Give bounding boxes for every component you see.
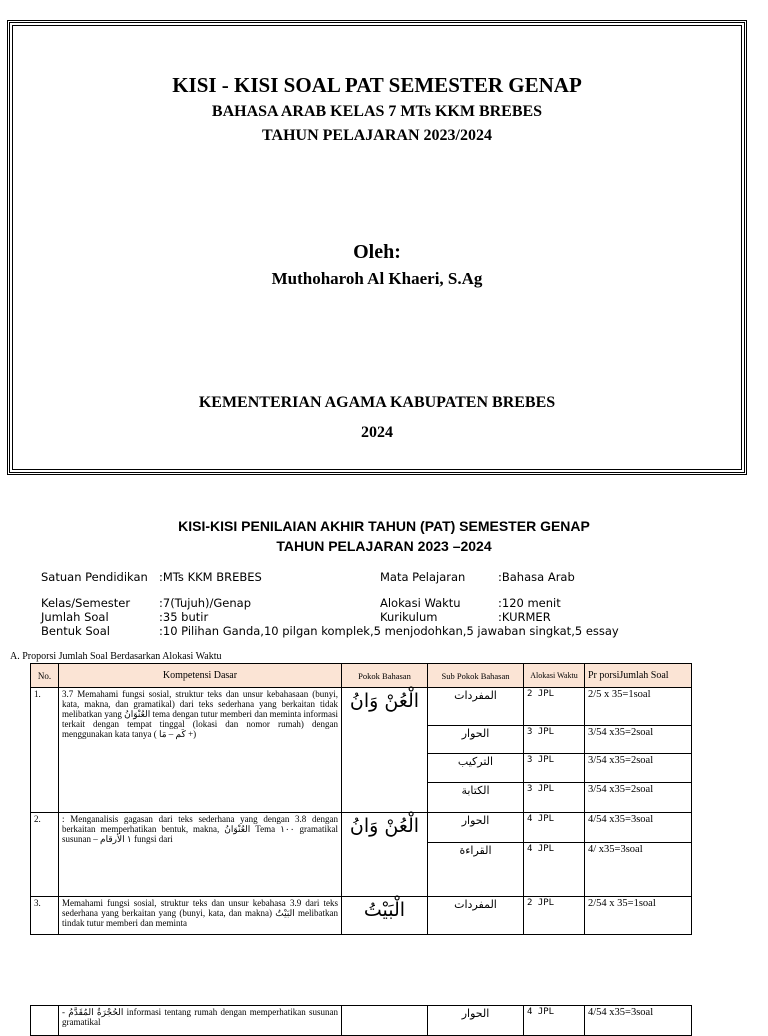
cover-institution: KEMENTERIAN AGAMA KABUPATEN BREBES: [198, 394, 556, 411]
row-waktu: 3 JPL: [524, 726, 585, 754]
row-proporsi: 4/54 x35=3soal: [585, 813, 692, 843]
row-sub: المفردات: [428, 897, 524, 935]
section-note: A. Proporsi Jumlah Soal Berdasarkan Alokasi Waktu: [10, 651, 222, 662]
row-kd: - الحُجْرَةُ المُقَدَّمُ informasi tentang rumah dengan memperhatikan susunan gramatikal: [59, 1006, 342, 1036]
row-proporsi: 2/54 x 35=1soal: [585, 897, 692, 935]
row-pokok: الْبَيْتُ: [342, 897, 428, 935]
row-sub: المفردات: [428, 688, 524, 726]
meta-kelas-value: :7(Tujuh)/Genap: [159, 596, 251, 610]
meta-alokasi-value: :120 menit: [498, 596, 561, 610]
row-sub: التركيب: [428, 754, 524, 783]
row-waktu: 2 JPL: [524, 688, 585, 726]
row-no: 3.: [31, 897, 59, 935]
row-waktu: 4 JPL: [524, 843, 585, 897]
meta-jumlah-value: :35 butir: [159, 610, 209, 624]
meta-jumlah-label: Jumlah Soal: [41, 610, 109, 624]
table-header-row: [31, 664, 692, 688]
header-proporsi: Pr porsiJumlah Soal: [585, 664, 692, 688]
row-sub: الحوار: [428, 726, 524, 754]
cover-year: TAHUN PELAJARAN 2023/2024: [262, 127, 492, 144]
row-waktu: 3 JPL: [524, 754, 585, 783]
row-no: 2.: [31, 813, 59, 897]
row-sub: القراءة: [428, 843, 524, 897]
row-proporsi: 3/54 x35=2soal: [585, 754, 692, 783]
table-row: [31, 813, 692, 843]
row-proporsi: 2/5 x 35=1soal: [585, 688, 692, 726]
header-sub: Sub Pokok Bahasan: [428, 664, 524, 688]
row-sub: الكتابة: [428, 783, 524, 813]
row-waktu: 2 JPL: [524, 897, 585, 935]
meta-kurikulum-value: :KURMER: [498, 610, 551, 624]
kisi-title: KISI-KISI PENILAIAN AKHIR TAHUN (PAT) SEMESTER GENAP: [178, 518, 590, 534]
row-sub: الحوار: [428, 813, 524, 843]
cover-inst-year: 2024: [361, 424, 393, 441]
row-waktu: 3 JPL: [524, 783, 585, 813]
cover-subtitle: BAHASA ARAB KELAS 7 MTs KKM BREBES: [211, 103, 543, 120]
header-no: No.: [31, 664, 59, 688]
meta-kurikulum-label: Kurikulum: [380, 610, 438, 624]
row-waktu: 4 JPL: [524, 813, 585, 843]
meta-alokasi-label: Alokasi Waktu: [380, 596, 461, 610]
row-kd: Memahami fungsi sosial, struktur teks dan unsur kebahasa 3.9 dari teks sederhana yang berkaitan yang (bunyi, kata, dan makna) البَيْتُ melibatkan tindak tutur memberi dan meminta: [59, 897, 342, 935]
meta-bentuk-label: Bentuk Soal: [41, 624, 110, 638]
row-kd: : Menganalisis gagasan dari teks sederhana yang dengan 3.8 dengan berkaitan memperhatikan bentuk, makna, العُنْوَانُ Tema ١٠٠ gramatikal susunan – ١ الأرقام fungsi dari: [59, 813, 342, 897]
header-pokok: Pokok Bahasan: [342, 664, 428, 688]
row-kd: 3.7 Memahami fungsi sosial, struktur teks dan unsur kebahasaan (bunyi, kata, makna, dan gramatikal) dari teks sederhana yang berkaitan tidak melibatkan yang العُنْوَانُ tema dengan tutur memberi dan meminta informasi terkait dengan tempat tinggal (lokasi dan nomor rumah) dengan menggunakan kata tanya ( كَم – مَا +): [59, 688, 342, 813]
row-no: 1.: [31, 688, 59, 813]
row-proporsi: 3/54 x35=2soal: [585, 726, 692, 754]
row-waktu: 4 JPL: [524, 1006, 585, 1036]
meta-mapel-value: :Bahasa Arab: [498, 570, 575, 584]
kisi-year: TAHUN PELAJARAN 2023 –2024: [276, 538, 492, 554]
header-waktu: Alokasi Waktu: [524, 664, 585, 688]
cover-by-label: Oleh:: [353, 241, 401, 263]
table-row: [31, 1006, 692, 1036]
row-sub: الحوار: [428, 1006, 524, 1036]
row-pokok: الْعُنْ وَانُ: [342, 813, 428, 897]
table-row: [31, 897, 692, 935]
cover-page: [7, 20, 747, 475]
kisi-table: [30, 663, 692, 935]
row-proporsi: 3/54 x35=2soal: [585, 783, 692, 813]
meta-kelas-label: Kelas/Semester: [41, 596, 131, 610]
kisi-table-continued: [30, 1005, 692, 1036]
meta-satuan-value: :MTs KKM BREBES: [159, 570, 262, 584]
meta-mapel-label: Mata Pelajaran: [380, 570, 466, 584]
row-proporsi: 4/54 x35=3soal: [585, 1006, 692, 1036]
row-proporsi: 4/ x35=3soal: [585, 843, 692, 897]
cover-author: Muthoharoh Al Khaeri, S.Ag: [271, 269, 483, 288]
row-pokok: الْعُنْ وَانُ: [342, 688, 428, 813]
table-row: [31, 688, 692, 726]
meta-bentuk-value: :10 Pilihan Ganda,10 pilgan komplek,5 menjodohkan,5 jawaban singkat,5 essay: [159, 624, 619, 638]
meta-satuan-label: Satuan Pendidikan: [41, 570, 148, 584]
cover-title: KISI - KISI SOAL PAT SEMESTER GENAP: [172, 73, 582, 97]
header-kd: Kompetensi Dasar: [59, 664, 342, 688]
